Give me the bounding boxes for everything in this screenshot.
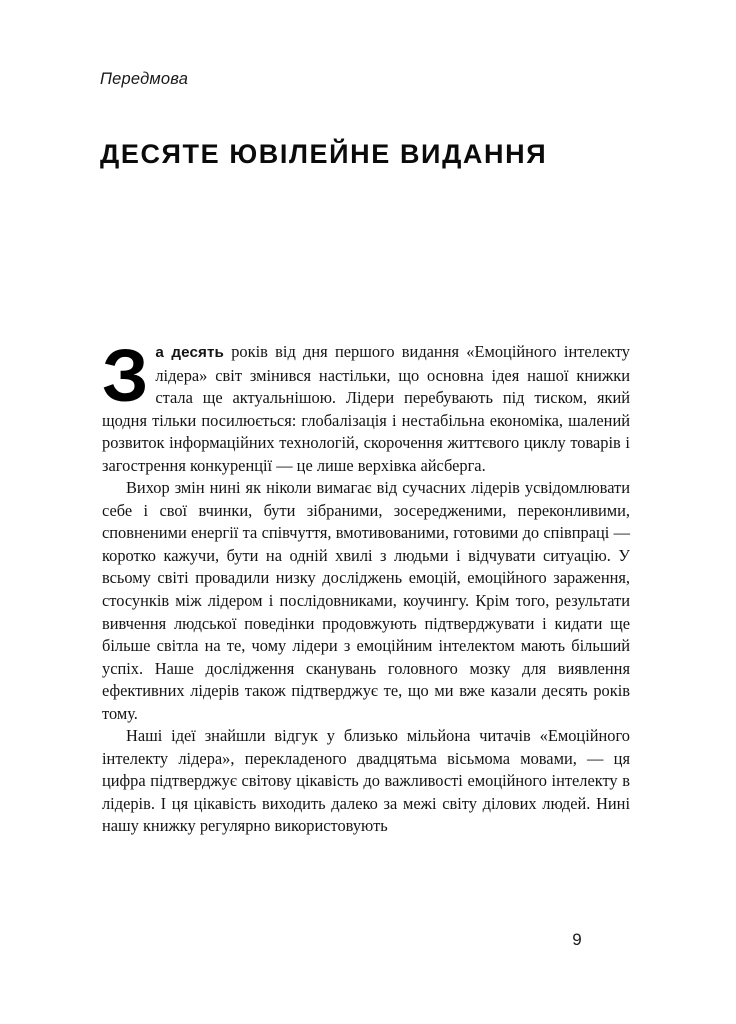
paragraph-3: Наші ідеї знайшли відгук у близько мільйона читачів «Емоційного інтелекту лідера», перекладеного двадцятьма вісьмома мовами, — ця цифра підтверджує світову цікавість до важливості емоційного інтелекту в лідерів. І ця цікавість виходить далеко за межі світу ділових людей. Нині нашу книжку регулярно використовують	[102, 726, 630, 836]
lead-in-text: а десять	[155, 344, 224, 361]
drop-cap: З	[102, 334, 149, 417]
paragraph-1-text: років від дня першого видання «Емоційного інтелекту лідера» світ змінився настільки, що основна ідея нашої книжки стала ще актуальнішою. Лідери перебувають під тиском, який щодня тільки посилюється: глобалізація і нестабільна економіка, шалений розвиток інформаційних технологій, скорочення життєвого циклу товарів і загострення конкуренції — це лише верхівка айсберга.	[102, 342, 631, 475]
page-number: 9	[572, 930, 582, 949]
paragraph-2: Вихор змін нині як ніколи вимагає від сучасних лідерів усвідомлювати себе і свої вчинки, бути зібраними, зосередженими, переконливими, сповненими енергії та співчуття, вмотивованими, готовими до співпраці — коротко кажучи, бути на одній хвилі з людьми і відчувати ситуацію. У всьому світі провадили низку досліджень емоцій, емоційного зараження, стосунків між лідером і послідовниками, коучингу. Крім того, результати вивчення людської поведінки продовжують підтверджувати і кидати ще більше світла на те, чому лідери з емоційним інтелектом мають більший успіх. Наше дослідження сканувань головного мозку для виявлення ефективних лідерів також підтверджує те, що ми вже казали десять років тому.	[102, 478, 630, 723]
running-head: Передмова	[100, 70, 189, 88]
body-text	[102, 334, 631, 838]
paragraph-1	[102, 334, 631, 477]
page-title: ДЕСЯТЕ ЮВІЛЕЙНЕ ВИДАННЯ	[100, 139, 548, 170]
